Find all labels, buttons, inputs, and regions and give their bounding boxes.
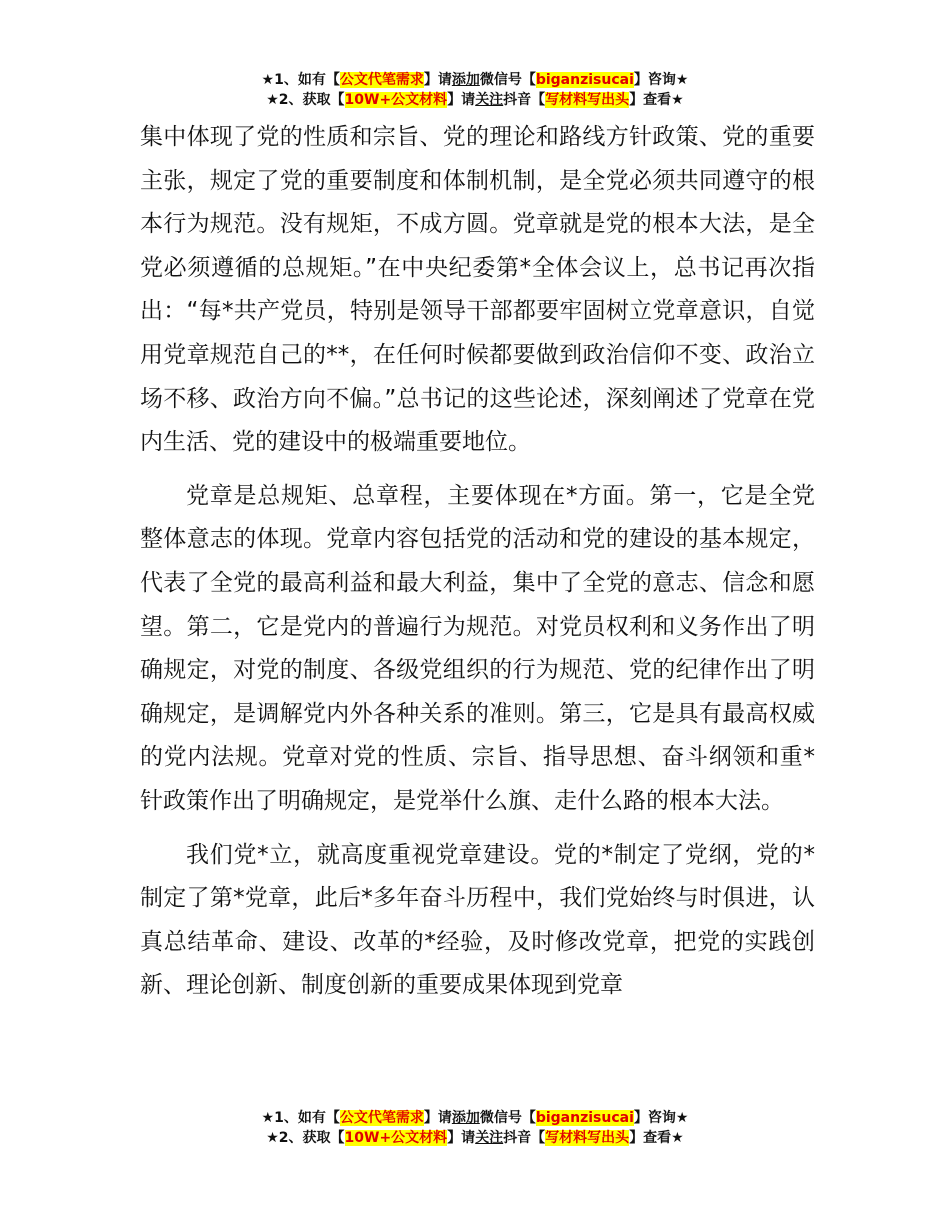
banner-text: ★1、如有【: [261, 1110, 340, 1126]
highlight-text: 10W+公文材料: [344, 1130, 448, 1146]
paragraph-2: 党章是总规矩、总章程，主要体现在*方面。第一，它是全党整体意志的体现。党章内容包括党的活动和党的建设的基本规定，代表了全党的最高利益和最大利益，集中了全党的意志、信念和愿望。第二，它是党内的普遍行为规范。对党员权利和义务作出了明确规定，对党的制度、各级党组织的行为规范、党的纪律作出了明确规定，是调解党内外各种关系的准则。第三，它是具有最高权威的党内法规。党章对党的性质、宗旨、指导思想、奋斗纲领和重*针政策作出了明确规定，是党举什么旗、走什么路的根本大法。: [140, 482, 815, 814]
banner-text: 】请: [423, 1110, 452, 1126]
highlight-text: 公文代笔需求: [339, 72, 424, 88]
highlight-text: 公文代笔需求: [339, 1110, 424, 1126]
underlined-text: 关注: [475, 1130, 504, 1146]
banner-text: 抖音【: [503, 1130, 546, 1146]
highlight-text: 写材料写出头: [545, 92, 630, 108]
highlight-text: 10W+公文材料: [344, 92, 448, 108]
document-body: [140, 116, 815, 1008]
highlight-text: 写材料写出头: [545, 1130, 630, 1146]
banner-text: ★2、获取【: [266, 1130, 345, 1146]
banner-text: ★1、如有【: [261, 72, 340, 88]
footer-banner: [0, 1108, 950, 1148]
banner-line-2: [0, 90, 950, 110]
banner-text: 微信号【: [479, 72, 536, 88]
underlined-text: 添加: [451, 1110, 480, 1126]
underlined-text: 关注: [475, 92, 504, 108]
banner-text: 微信号【: [479, 1110, 536, 1126]
banner-text: 】请: [447, 1130, 476, 1146]
banner-text: 】咨询★: [633, 72, 689, 88]
highlight-text: biganzisucai: [535, 72, 634, 88]
banner-line-1: [0, 1108, 950, 1128]
banner-text: 】咨询★: [633, 1110, 689, 1126]
banner-text: 】请: [423, 72, 452, 88]
banner-text: ★2、获取【: [266, 92, 345, 108]
highlight-text: biganzisucai: [535, 1110, 634, 1126]
paragraph-1: 集中体现了党的性质和宗旨、党的理论和路线方针政策、党的重要主张，规定了党的重要制度和体制机制，是全党必须共同遵守的根本行为规范。没有规矩，不成方圆。党章就是党的根本大法，是全党必须遵循的总规矩。”在中央纪委第*全体会议上，总书记再次指出：“每*共产党员，特别是领导干部都要牢固树立党章意识，自觉用党章规范自己的**，在任何时候都要做到政治信仰不变、政治立场不移、政治方向不偏。”总书记的这些论述，深刻阐述了党章在党内生活、党的建设中的极端重要地位。: [140, 124, 815, 456]
banner-text: 抖音【: [503, 92, 546, 108]
banner-line-1: [0, 70, 950, 90]
banner-text: 】查看★: [629, 92, 684, 108]
header-banner: [0, 70, 950, 110]
banner-line-2: [0, 1128, 950, 1148]
banner-text: 】请: [447, 92, 476, 108]
banner-text: 】查看★: [629, 1130, 684, 1146]
paragraph-3: 我们党*立，就高度重视党章建设。党的*制定了党纲，党的*制定了第*党章，此后*多年奋斗历程中，我们党始终与时俱进，认真总结革命、建设、改革的*经验，及时修改党章，把党的实践创新、理论创新、制度创新的重要成果体现到党章: [140, 841, 815, 999]
underlined-text: 添加: [451, 72, 480, 88]
